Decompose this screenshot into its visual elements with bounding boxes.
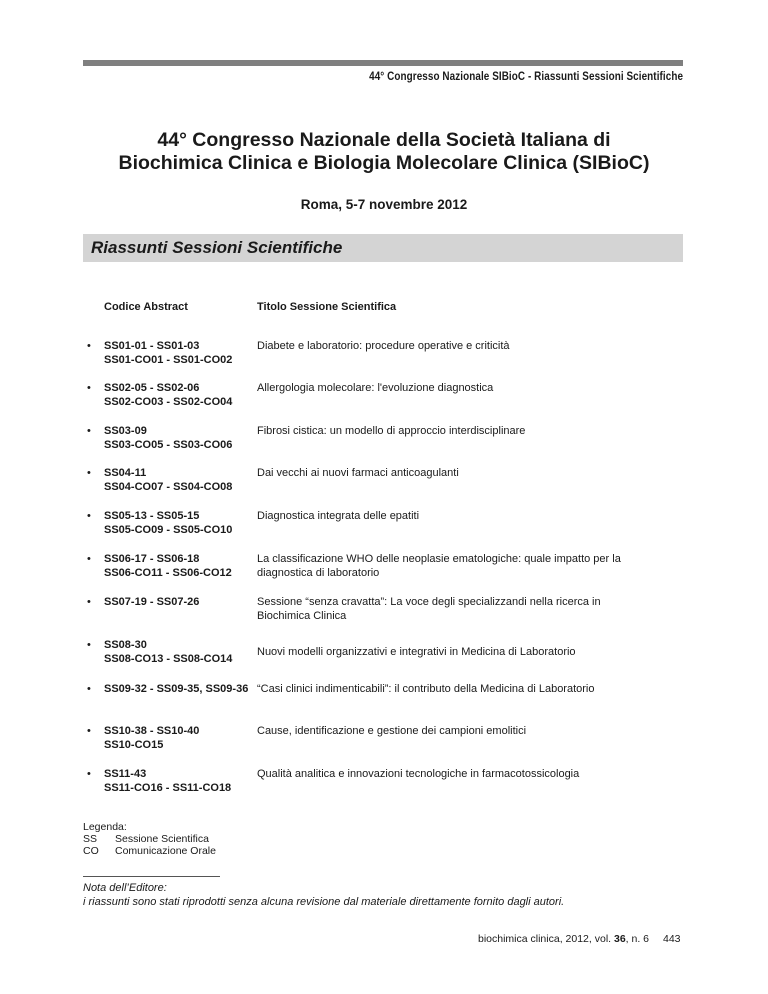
- title-line: Allergologia molecolare: l'evoluzione diagnostica: [257, 382, 494, 394]
- code-line: SS08-30: [104, 639, 147, 651]
- abstract-codes: [104, 424, 264, 452]
- editor-note: [83, 881, 564, 909]
- legend-label: Legenda:: [83, 821, 127, 833]
- title-line: “Casi clinici indimenticabili”: il contributo della Medicina di Laboratorio: [257, 683, 595, 695]
- legend-item: [83, 845, 216, 857]
- session-title: [257, 509, 677, 523]
- code-line: SS06-CO11 - SS06-CO12: [104, 567, 232, 579]
- code-line: SS10-38 - SS10-40: [104, 725, 200, 737]
- title-line: Sessione “senza cravatta”: La voce degli specializzandi nella ricerca in: [257, 596, 601, 608]
- title-line: diagnostica di laboratorio: [257, 567, 380, 579]
- bullet: •: [87, 596, 91, 608]
- code-line: SS02-CO03 - SS02-CO04: [104, 396, 233, 408]
- session-title: [257, 339, 677, 353]
- journal-citation: [478, 933, 649, 945]
- session-title: [257, 424, 677, 438]
- title-line: Dai vecchi ai nuovi farmaci anticoagulanti: [257, 467, 459, 479]
- legend-abbr: SS: [83, 833, 98, 845]
- session-title: [257, 724, 677, 738]
- page-title: [0, 129, 768, 175]
- bullet: •: [87, 553, 91, 565]
- header-rule: [83, 60, 683, 66]
- title-line: Diagnostica integrata delle epatiti: [257, 510, 420, 522]
- code-line: SS03-09: [104, 425, 147, 437]
- session-title: [257, 638, 677, 659]
- code-line: SS08-CO13 - SS08-CO14: [104, 653, 233, 665]
- session-title: [257, 767, 677, 781]
- title-line-2: Biochimica Clinica e Biologia Molecolare Clinica (SIBioC): [118, 152, 650, 174]
- code-line: SS07-19 - SS07-26: [104, 596, 200, 608]
- title-line: Cause, identificazione e gestione dei campioni emolitici: [257, 725, 527, 737]
- bullet: •: [87, 382, 91, 394]
- section-header: [83, 234, 683, 262]
- title-line: Fibrosi cistica: un modello di approccio interdisciplinare: [257, 425, 526, 437]
- bullet: •: [87, 639, 91, 651]
- bullet: •: [87, 467, 91, 479]
- session-title: [257, 466, 677, 480]
- title-line: Nuovi modelli organizzativi e integrativi in Medicina di Laboratorio: [257, 646, 576, 658]
- title-line: La classificazione WHO delle neoplasie ematologiche: quale impatto per la: [257, 553, 621, 565]
- legend: [83, 821, 216, 857]
- code-line: SS02-05 - SS02-06: [104, 382, 200, 394]
- bullet: •: [87, 510, 91, 522]
- title-line: Diabete e laboratorio: procedure operative e criticità: [257, 340, 510, 352]
- abstract-codes: [104, 381, 264, 409]
- abstract-codes: [104, 724, 264, 752]
- bullet: •: [87, 340, 91, 352]
- code-line: SS11-43: [104, 768, 147, 780]
- column-header-code: Codice Abstract: [104, 301, 188, 313]
- title-line-1: 44° Congresso Nazionale della Società Italiana di: [157, 129, 611, 151]
- running-header: 44° Congresso Nazionale SIBioC - Riassunti Sessioni Scientifiche: [369, 71, 683, 83]
- title-line: Biochimica Clinica: [257, 610, 347, 622]
- abstract-codes: [104, 767, 264, 795]
- code-line: SS04-CO07 - SS04-CO08: [104, 481, 233, 493]
- footnote-divider: [83, 876, 220, 877]
- bullet: •: [87, 425, 91, 437]
- session-title: [257, 381, 677, 395]
- journal-issue: , n. 6: [625, 933, 650, 945]
- code-line: SS09-32 - SS09-35, SS09-36: [104, 683, 249, 695]
- code-line: SS01-CO01 - SS01-CO02: [104, 354, 233, 366]
- abstract-codes: [104, 339, 264, 367]
- abstract-codes: [104, 682, 264, 696]
- abstract-codes: [104, 466, 264, 494]
- title-line: Qualità analitica e innovazioni tecnologiche in farmacotossicologia: [257, 768, 580, 780]
- code-line: SS01-01 - SS01-03: [104, 340, 200, 352]
- bullet: •: [87, 725, 91, 737]
- event-date: Roma, 5-7 novembre 2012: [300, 197, 468, 212]
- legend-item: [83, 833, 216, 845]
- abstract-codes: [104, 595, 264, 609]
- abstract-codes: [104, 509, 264, 537]
- editor-note-label: Nota dell’Editore:: [83, 882, 167, 894]
- legend-abbr: CO: [83, 845, 99, 857]
- page-number: 443: [663, 933, 681, 945]
- code-line: SS04-11: [104, 467, 147, 479]
- code-line: SS03-CO05 - SS03-CO06: [104, 439, 233, 451]
- session-title: [257, 682, 677, 696]
- bullet: •: [87, 683, 91, 695]
- abstract-codes: [104, 638, 264, 666]
- code-line: SS06-17 - SS06-18: [104, 553, 200, 565]
- code-line: SS10-CO15: [104, 739, 164, 751]
- legend-meaning: Comunicazione Orale: [115, 845, 216, 857]
- column-header-title: Titolo Sessione Scientifica: [257, 301, 397, 313]
- editor-note-text: i riassunti sono stati riprodotti senza alcuna revisione dal materiale direttamente fornito dagli autori.: [83, 896, 565, 908]
- bullet: •: [87, 768, 91, 780]
- session-title: [257, 552, 677, 580]
- abstract-codes: [104, 552, 264, 580]
- session-title: [257, 595, 677, 623]
- journal-volume: 36: [613, 933, 626, 945]
- section-title: Riassunti Sessioni Scientifiche: [91, 238, 343, 257]
- legend-meaning: Sessione Scientifica: [115, 833, 209, 845]
- code-line: SS11-CO16 - SS11-CO18: [104, 782, 232, 794]
- journal-name: biochimica clinica, 2012, vol.: [478, 933, 614, 945]
- code-line: SS05-CO09 - SS05-CO10: [104, 524, 233, 536]
- code-line: SS05-13 - SS05-15: [104, 510, 200, 522]
